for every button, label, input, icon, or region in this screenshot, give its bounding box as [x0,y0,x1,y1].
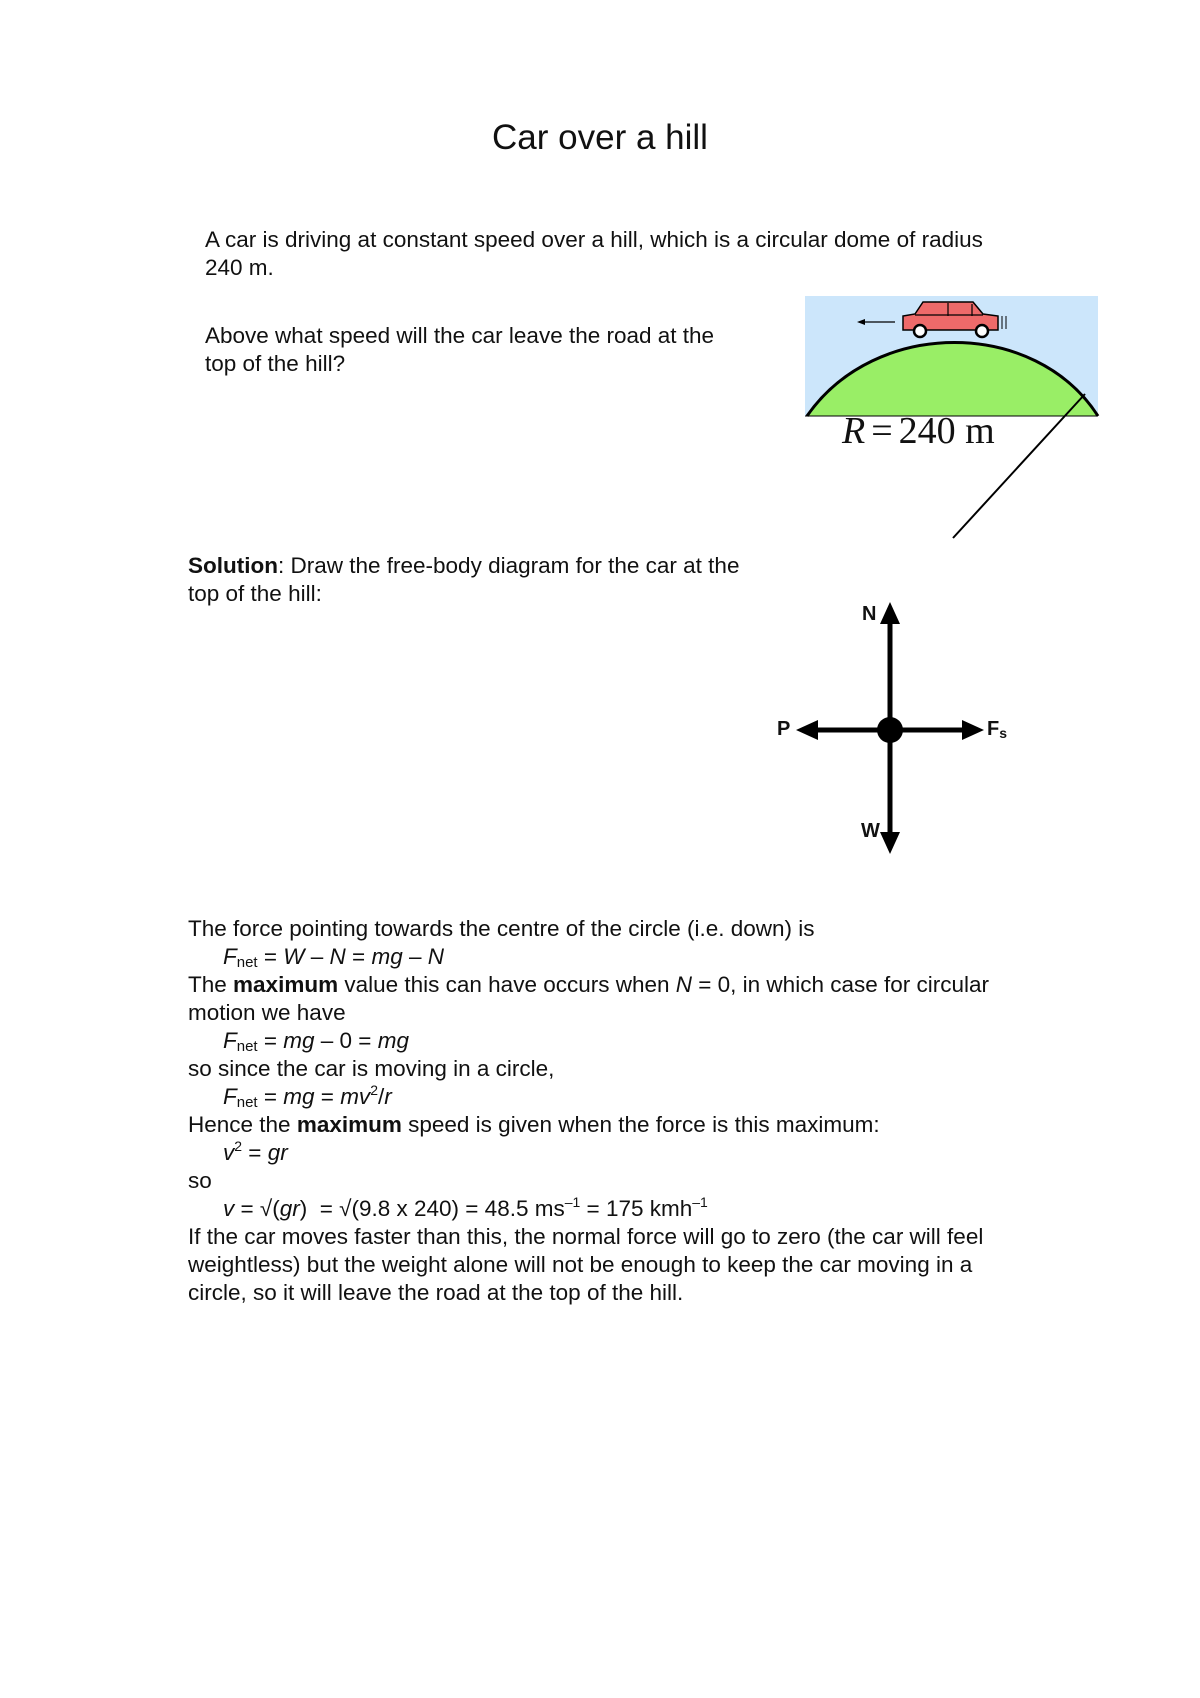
equation-fnet-3 [188,1083,1088,1111]
eq-sup: –1 [564,1194,581,1210]
label-friction-sub: s [999,725,1008,741]
eq-symbol-gr: gr [267,1140,288,1165]
eq-sup: 2 [370,1082,378,1098]
conclusion-line-2: weightless) but the weight alone will not be enough to keep the car moving in a [188,1252,973,1277]
eq-symbol-mg: mg [377,1028,409,1053]
eq-text: ) = √(9.8 x 240) = 48.5 ms [299,1196,565,1221]
push-arrow-head-icon [796,720,818,740]
problem-statement [205,226,1105,282]
eq-text: = [257,1084,284,1109]
eq-symbol-v: v [223,1196,235,1221]
eq-sub-net: net [236,954,258,971]
conclusion-line-3: circle, so it will leave the road at the top of the hill. [188,1280,684,1305]
radius-label [842,409,995,453]
derivation-line-3 [188,971,1088,999]
equation-fnet-2 [188,1027,1088,1055]
eq-symbol-mg: mg [283,1028,315,1053]
radius-equals: = [871,410,893,452]
eq-symbol-v: v [223,1140,235,1165]
radius-symbol: R [842,410,866,452]
label-friction-main: F [987,718,1000,740]
eq-sup: 2 [234,1138,243,1154]
derivation-line-1: The force pointing towards the centre of the circle (i.e. down) is [188,916,815,941]
car-point-mass [877,717,903,743]
derivation-line-6: so since the car is moving in a circle, [188,1056,555,1081]
label-normal: N [862,603,877,625]
eq-symbol-f: F [223,1084,237,1109]
eq-symbol-n: N [675,972,693,997]
eq-text: – 0 = [314,1028,378,1053]
eq-symbol-mg: mg [371,944,403,969]
text-run: speed is given when the force is this maximum: [401,1112,880,1137]
emphasis-maximum: maximum [233,972,339,997]
eq-symbol-n: N [329,944,346,969]
eq-text: = 175 kmh [580,1196,693,1221]
eq-symbol-f: F [223,944,237,969]
text-run: value this can have occurs when [338,972,676,997]
eq-symbol-w: W [283,944,305,969]
eq-symbol-n: N [427,944,444,969]
text-run: = 0, in which case for circular [692,972,990,997]
eq-text: – [304,944,330,969]
solution-text-1: : Draw the free-body diagram for the car at the [277,553,740,578]
eq-symbol-f: F [223,1028,237,1053]
question-line-2: top of the hill? [205,351,346,376]
text-run: Hence the [188,1112,297,1137]
solution-intro [188,552,808,608]
friction-arrow-head-icon [962,720,984,740]
question-line-1: Above what speed will the car leave the road at the [205,323,715,348]
emphasis-maximum: maximum [296,1112,402,1137]
eq-symbol-r: r [384,1084,392,1109]
weight-arrow-head-icon [880,832,900,854]
label-friction [987,718,1007,740]
radius-value: 240 m [898,410,995,452]
eq-symbol-mg: mg [283,1084,315,1109]
label-weight: W [861,820,880,842]
derivation-line-10: so [188,1168,212,1193]
solution-text-2: top of the hill: [188,581,322,606]
equation-fnet-1 [188,943,1088,971]
label-push: P [777,718,791,740]
problem-line-1: A car is driving at constant speed over a hill, which is a circular dome of radius [205,227,983,252]
page-title: Car over a hill [492,118,708,157]
eq-sub-net: net [236,1094,258,1111]
eq-text: – [402,944,428,969]
derivation-line-4: motion we have [188,1000,346,1025]
conclusion-line-1: If the car moves faster than this, the normal force will go to zero (the car will feel [188,1224,984,1249]
eq-text: = [242,1140,268,1165]
eq-text: = [314,1084,341,1109]
equation-v-result [188,1195,1088,1223]
eq-sup: –1 [692,1194,708,1210]
eq-symbol-mv: mv [340,1084,371,1109]
problem-question [205,322,765,378]
equation-v-squared [188,1139,1088,1167]
eq-text: = [345,944,372,969]
eq-symbol-gr: gr [279,1196,300,1221]
normal-arrow-head-icon [880,602,900,624]
eq-sub-net: net [236,1038,258,1055]
eq-text: = √( [234,1196,280,1221]
problem-line-2: 240 m. [205,255,274,280]
text-run: The [188,972,234,997]
eq-text: = [257,944,284,969]
eq-text: = [257,1028,284,1053]
derivation [188,915,1088,1307]
eq-text: / [377,1084,385,1109]
free-body-diagram [760,596,1020,856]
derivation-line-8 [188,1111,1088,1139]
solution-label: Solution [188,553,278,578]
